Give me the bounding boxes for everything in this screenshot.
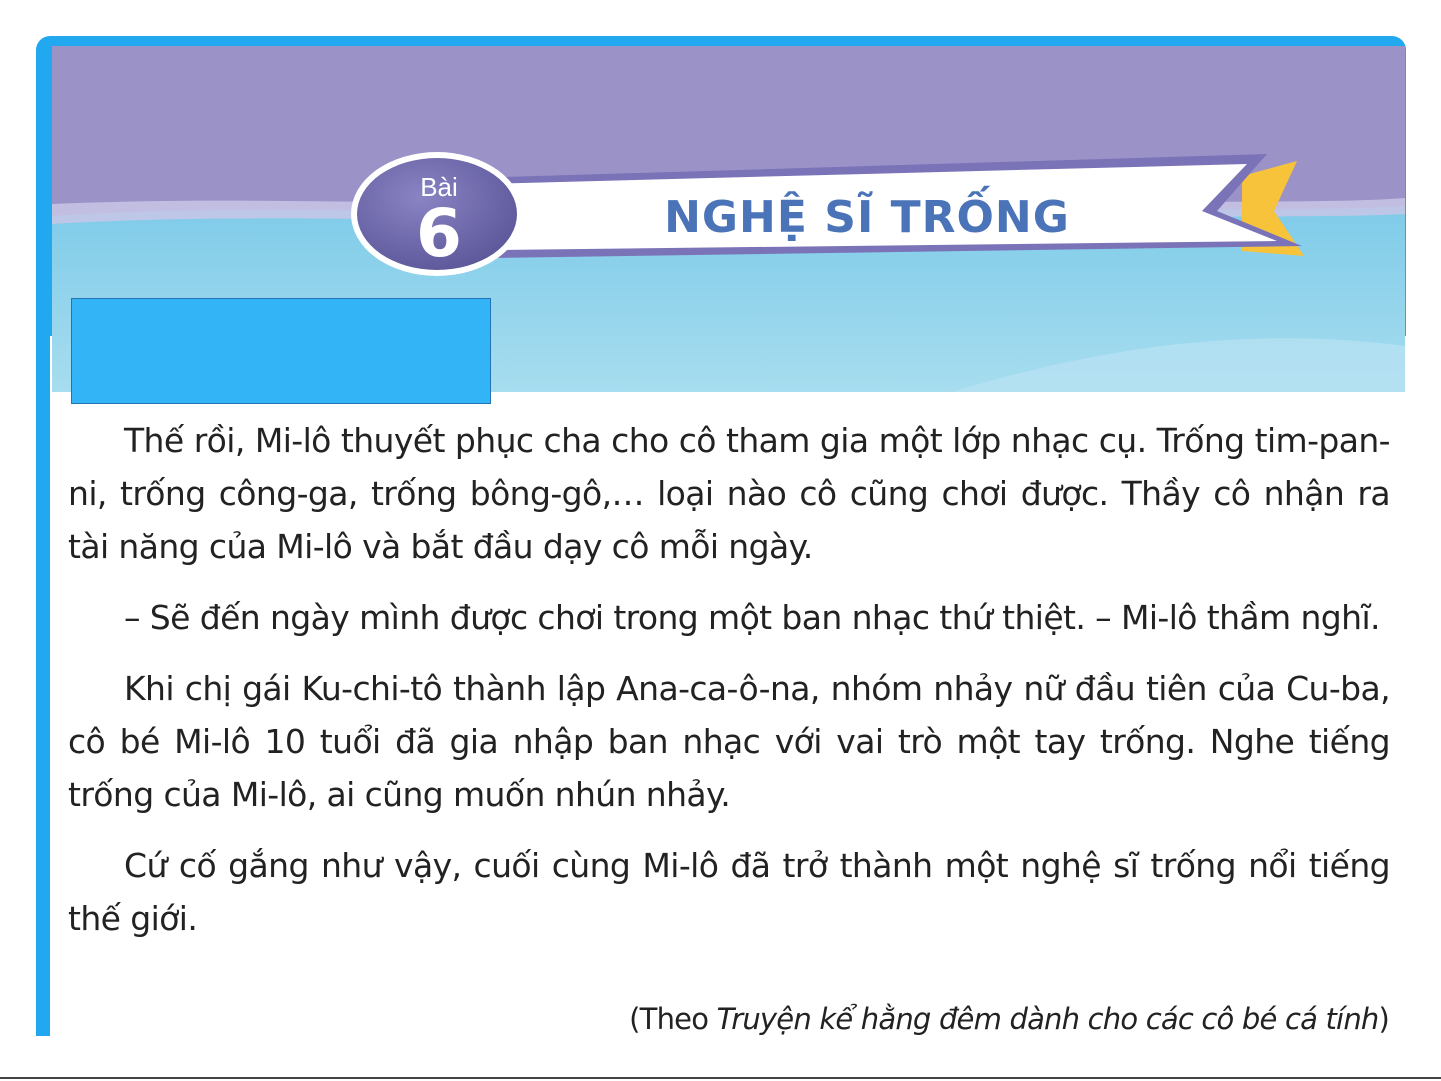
- source-citation: [629, 1002, 1389, 1036]
- lesson-title: NGHỆ SĨ TRỐNG: [664, 192, 1070, 243]
- blank-blue-box: [71, 298, 491, 404]
- paragraph-2: – Sẽ đến ngày mình được chơi trong một ban nhạc thứ thiệt. – Mi-lô thầm nghĩ.: [124, 598, 1380, 637]
- paragraph-1: Thế rồi, Mi-lô thuyết phục cha cho cô tham gia một lớp nhạc cụ. Trống tim-pan-ni, trống công-ga, trống bông-gô,… loại nào cô cũng chơi được. Thầy cô nhận ra tài năng của Mi-lô và bắt đầu dạy cô mỗi ngày.: [68, 421, 1390, 566]
- paragraph-4: Cứ cố gắng như vậy, cuối cùng Mi-lô đã trở thành một nghệ sĩ trống nổi tiếng thế giới.: [68, 846, 1390, 938]
- source-suffix: ): [1378, 1002, 1389, 1036]
- source-book-title: Truyện kể hằng đêm dành cho các cô bé cá tính: [716, 1002, 1379, 1036]
- lesson-text: [68, 414, 1390, 963]
- lesson-number: 6: [416, 195, 462, 272]
- source-prefix: (Theo: [629, 1002, 717, 1036]
- paragraph-3: Khi chị gái Ku-chi-tô thành lập Ana-ca-ô-na, nhóm nhảy nữ đầu tiên của Cu-ba, cô bé Mi-lô 10 tuổi đã gia nhập ban nhạc với vai trò một tay trống. Nghe tiếng trống của Mi-lô, ai cũng muốn nhún nhảy.: [68, 669, 1390, 814]
- bottom-divider: [0, 1077, 1441, 1079]
- lesson-label: Bài: [420, 172, 458, 202]
